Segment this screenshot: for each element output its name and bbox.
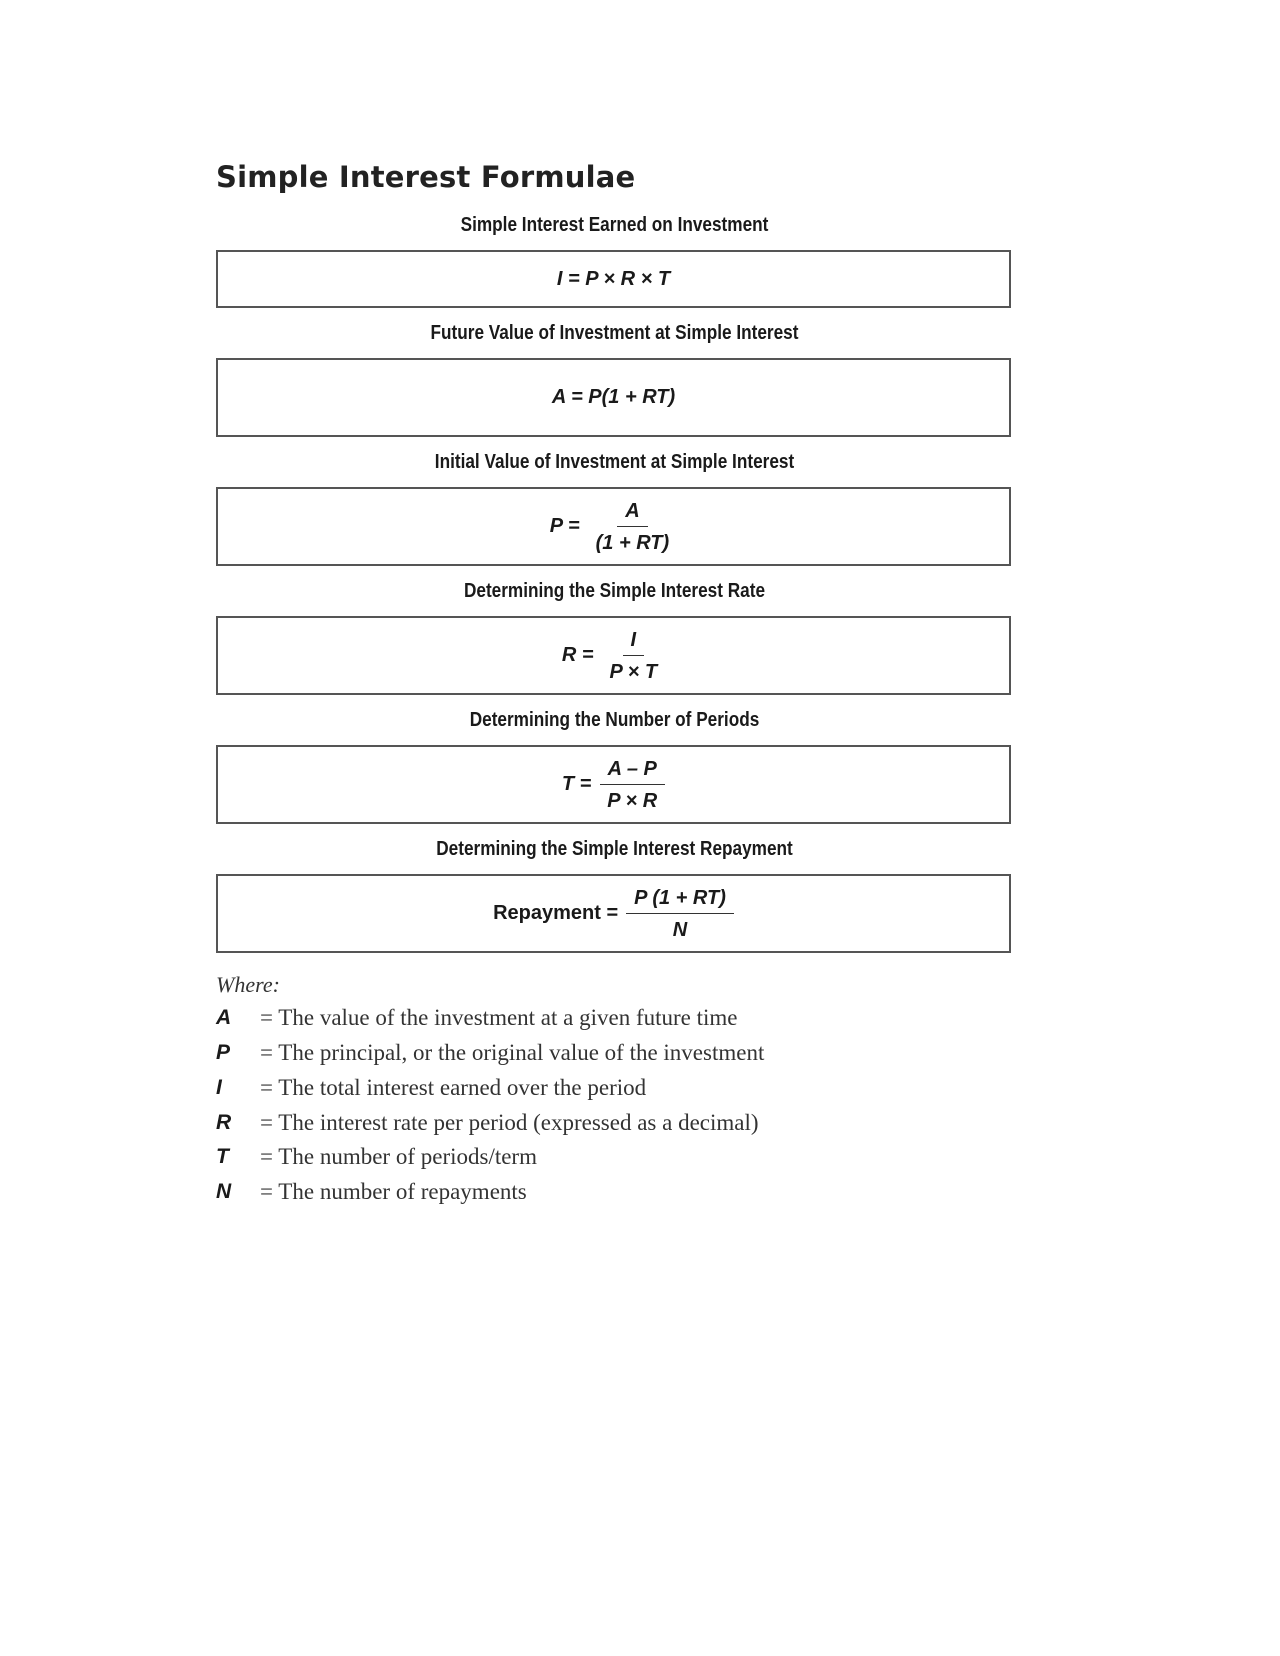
formula-box-number-of-periods bbox=[216, 745, 1011, 824]
fraction-denominator: P × T bbox=[609, 660, 658, 683]
definition-row bbox=[216, 1003, 738, 1033]
definition-symbol: T bbox=[216, 1145, 229, 1168]
page-title: Simple Interest Formulae bbox=[216, 160, 636, 194]
definition-row bbox=[216, 1108, 759, 1138]
definition-symbol: I bbox=[216, 1076, 222, 1099]
formula-box-repayment bbox=[216, 874, 1011, 953]
formula-box-interest-rate bbox=[216, 616, 1011, 695]
fraction bbox=[588, 498, 678, 556]
definition-symbol: R bbox=[216, 1111, 232, 1134]
fraction bbox=[602, 627, 666, 685]
formula-lhs: T = bbox=[561, 773, 592, 795]
formula-lhs: R = bbox=[561, 644, 594, 666]
formula-future-value: A = P(1 + RT) bbox=[551, 386, 676, 408]
definition-text: = The interest rate per period (expressed as a decimal) bbox=[260, 1110, 759, 1135]
fraction-numerator: P (1 + RT) bbox=[626, 885, 734, 914]
definition-text: = The total interest earned over the period bbox=[260, 1075, 647, 1100]
formula-lhs: Repayment = bbox=[493, 902, 619, 924]
definition-text: = The number of periods/term bbox=[260, 1144, 537, 1169]
formula-lhs: P = bbox=[549, 515, 580, 537]
fraction bbox=[599, 756, 665, 814]
definition-symbol: N bbox=[216, 1180, 232, 1203]
definition-text: = The principal, or the original value of the investment bbox=[260, 1040, 765, 1065]
definition-symbol: P bbox=[216, 1041, 231, 1064]
definition-text: = The value of the investment at a given future time bbox=[260, 1005, 738, 1030]
fraction-denominator: (1 + RT) bbox=[595, 531, 670, 554]
section-heading-future-value: Future Value of Investment at Simple Interest bbox=[430, 322, 799, 344]
section-heading-interest-rate: Determining the Simple Interest Rate bbox=[463, 580, 766, 602]
formula-box-interest-earned bbox=[216, 250, 1011, 308]
fraction-numerator: I bbox=[623, 627, 645, 656]
formula-interest-earned: I = P × R × T bbox=[556, 267, 671, 290]
where-label: Where: bbox=[216, 972, 280, 997]
fraction-denominator: P × R bbox=[607, 789, 658, 812]
definition-row bbox=[216, 1142, 537, 1172]
fraction bbox=[626, 885, 734, 943]
fraction-numerator: A bbox=[617, 498, 647, 527]
section-heading-number-of-periods: Determining the Number of Periods bbox=[469, 709, 760, 731]
definition-row bbox=[216, 1177, 527, 1207]
definition-row bbox=[216, 1038, 764, 1068]
definition-text: = The number of repayments bbox=[260, 1179, 527, 1204]
fraction-denominator: N bbox=[672, 918, 688, 941]
definition-symbol: A bbox=[216, 1006, 232, 1029]
section-heading-interest-earned: Simple Interest Earned on Investment bbox=[460, 214, 769, 236]
section-heading-initial-value: Initial Value of Investment at Simple Interest bbox=[434, 451, 795, 473]
section-heading-repayment: Determining the Simple Interest Repayment bbox=[436, 838, 793, 860]
formula-box-initial-value bbox=[216, 487, 1011, 566]
fraction-numerator: A – P bbox=[600, 756, 665, 785]
definition-row bbox=[216, 1073, 646, 1103]
formula-box-future-value bbox=[216, 358, 1011, 437]
